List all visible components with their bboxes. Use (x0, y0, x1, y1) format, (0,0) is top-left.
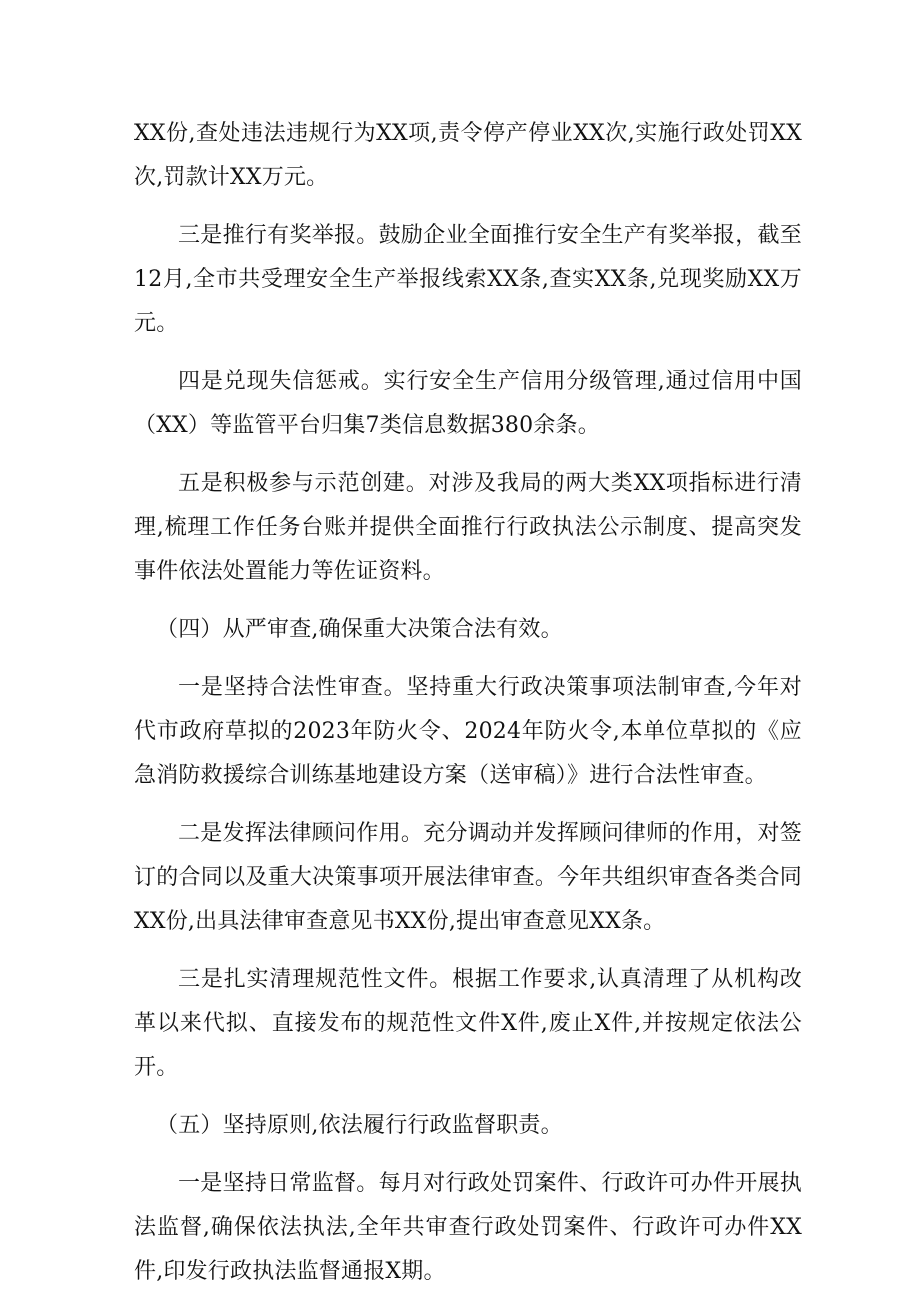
paragraph-2: 三是推行有奖举报。鼓励企业全面推行安全生产有奖举报，截至12月,全市共受理安全生产举报线索XX条,查实XX条,兑现奖励XX万元。 (134, 223, 802, 336)
paragraph-1: XX份,查处违法违规行为XX项,责令停产停业XX次,实施行政处罚XX次,罚款计XX万元。 (134, 121, 802, 190)
section-heading-4: （四）从严审查,确保重大决策合法有效。 (156, 617, 563, 642)
section-heading-5: （五）坚持原则,依法履行行政监督职责。 (156, 1113, 563, 1138)
paragraph-6: 一是坚持合法性审查。坚持重大行政决策事项法制审查,今年对代市政府草拟的2023年防火令、2024年防火令,本单位草拟的《应急消防救援综合训练基地建设方案（送审稿）》进行合法性审查。 (134, 675, 802, 788)
paragraph-10: 一是坚持日常监督。每月对行政处罚案件、行政许可办件开展执法监督,确保依法执法,全年共审查行政处罚案件、行政许可办件XX件,印发行政执法监督通报X期。 (134, 1171, 802, 1284)
document-body (134, 112, 802, 1308)
paragraph-8: 三是扎实清理规范性文件。根据工作要求,认真清理了从机构改革以来代拟、直接发布的规范性文件X件,废止X件,并按规定依法公开。 (134, 967, 802, 1080)
paragraph-7: 二是发挥法律顾问作用。充分调动并发挥顾问律师的作用，对签订的合同以及重大决策事项开展法律审查。今年共组织审查各类合同XX份,出具法律审查意见书XX份,提出审查意见XX条。 (134, 821, 802, 934)
paragraph-3: 四是兑现失信惩戒。实行安全生产信用分级管理,通过信用中国（XX）等监管平台归集7类信息数据380余条。 (134, 369, 802, 438)
paragraph-4: 五是积极参与示范创建。对涉及我局的两大类XX项指标进行清理,梳理工作任务台账并提供全面推行行政执法公示制度、提高突发事件依法处置能力等佐证资料。 (134, 471, 802, 584)
